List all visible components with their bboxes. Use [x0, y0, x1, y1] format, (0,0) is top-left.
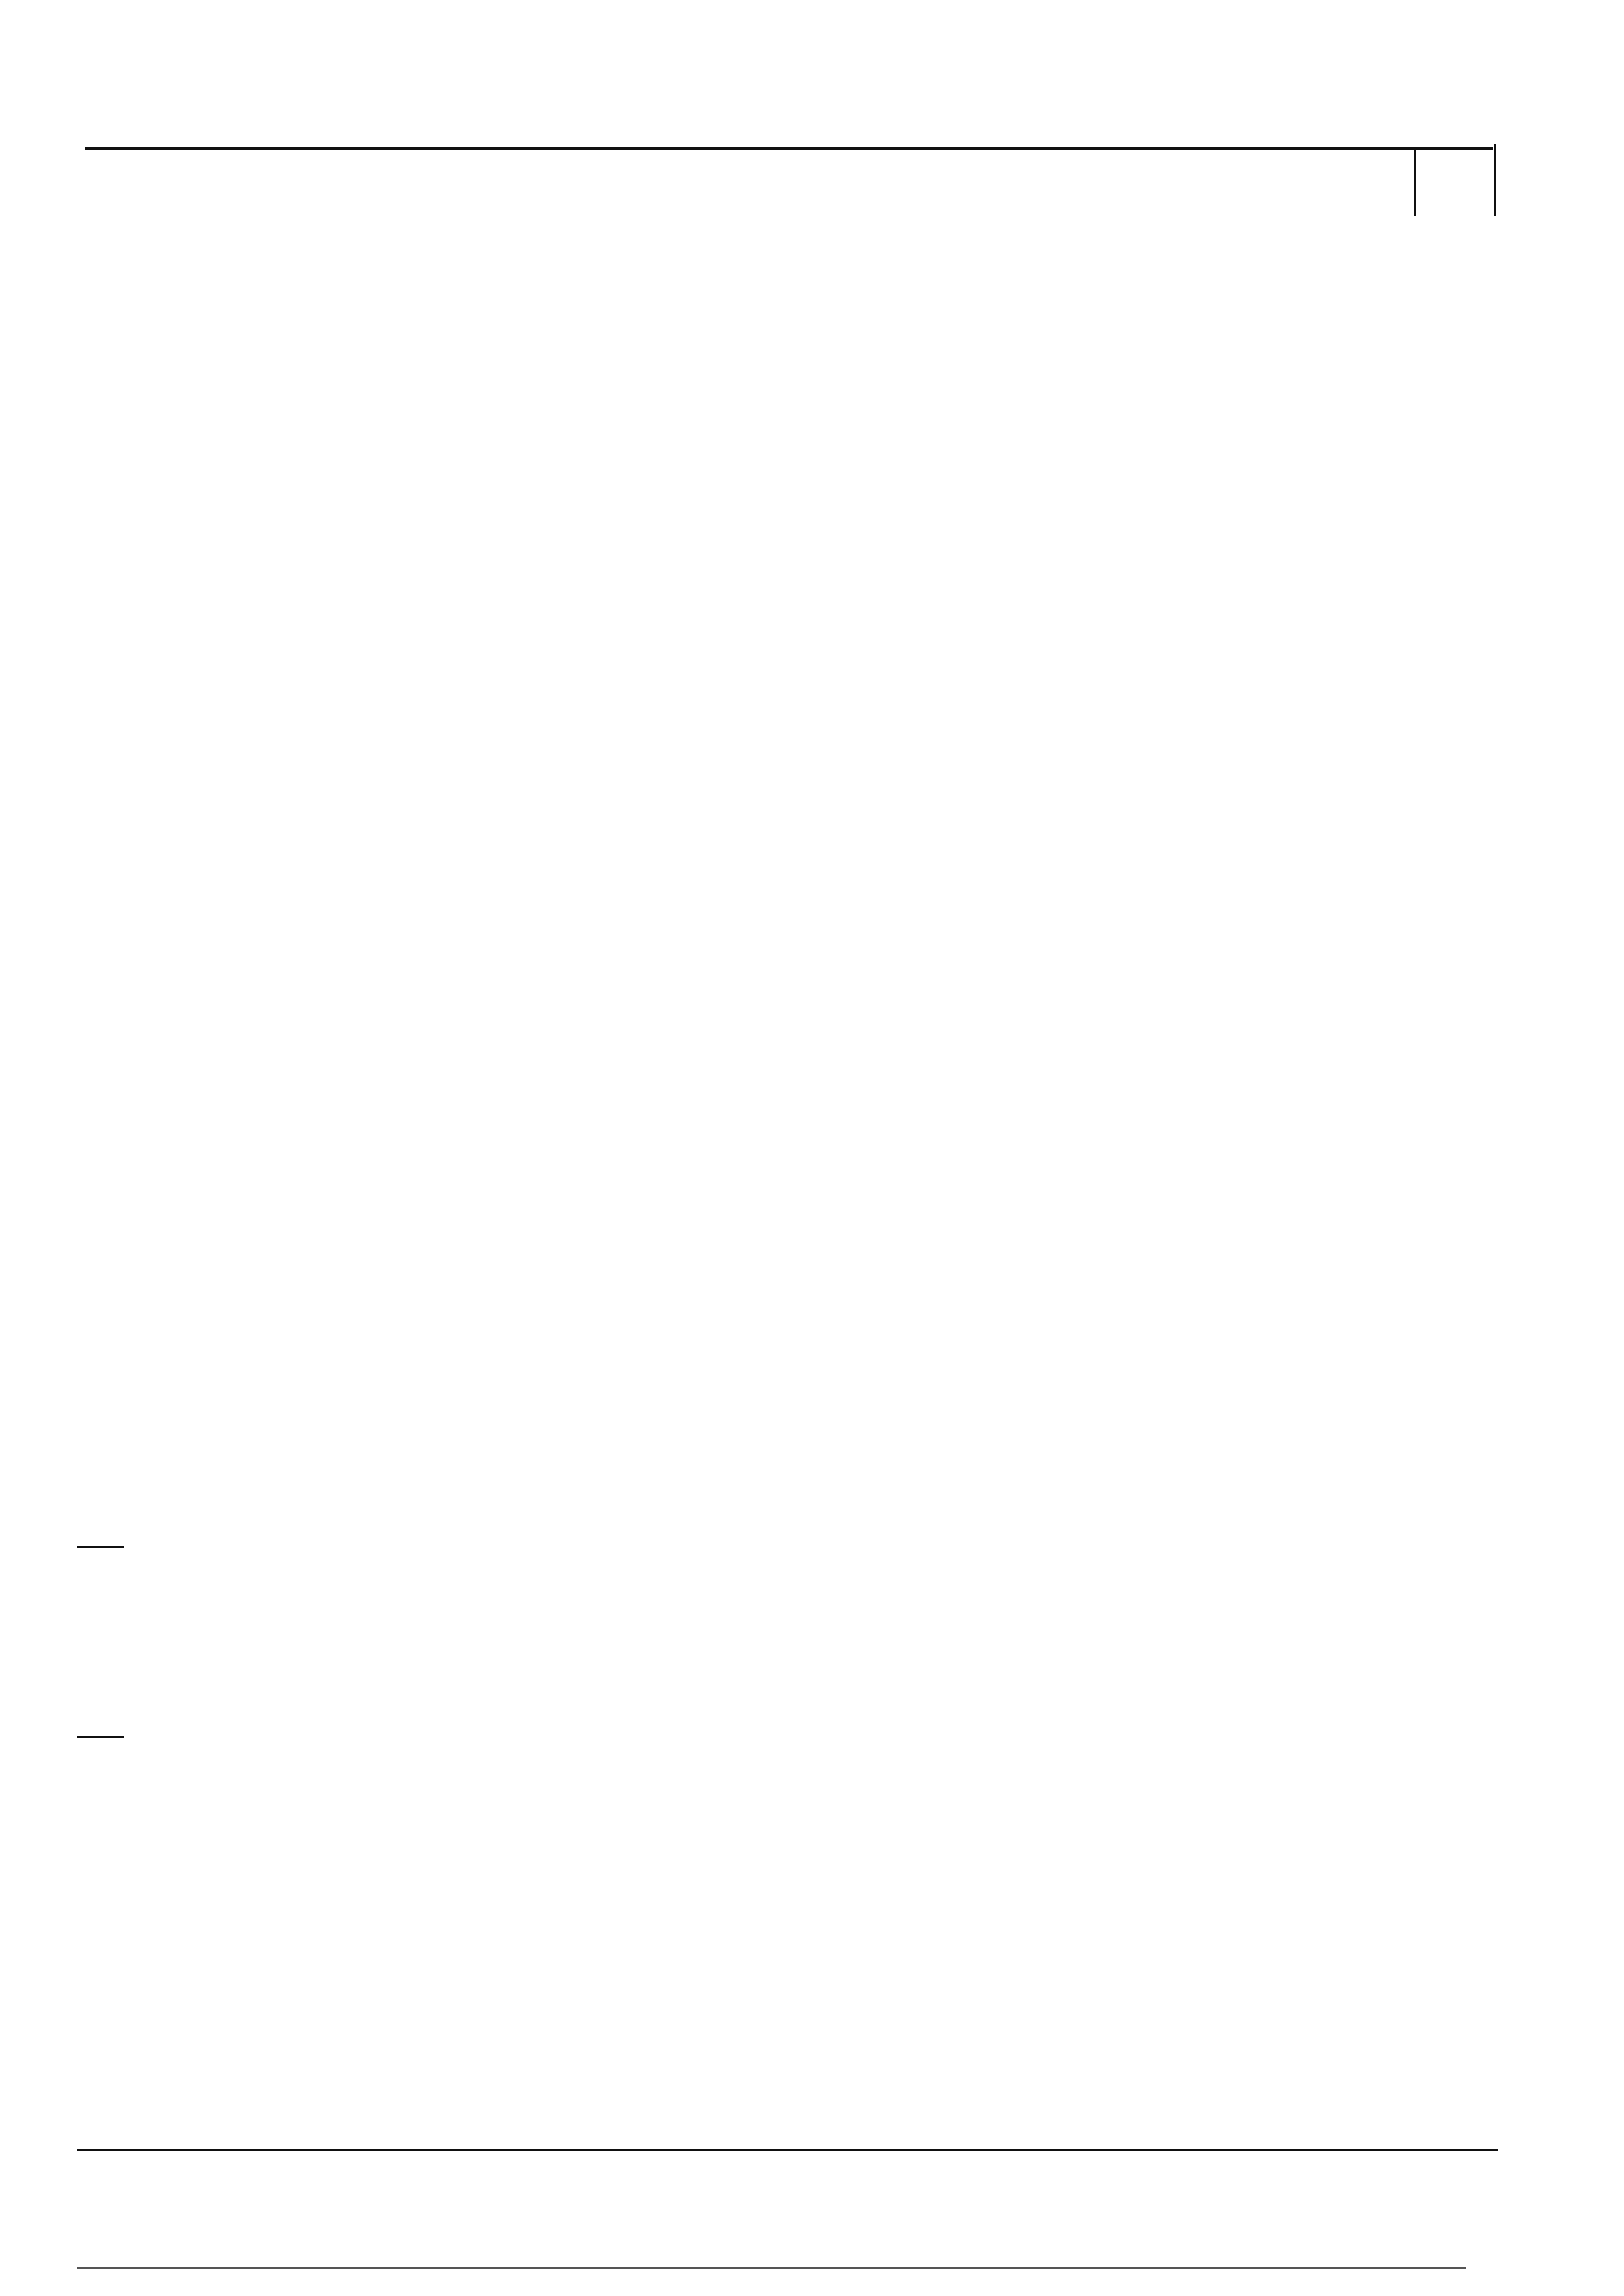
sheets-label: [1320, 1990, 1470, 2023]
sheets-value: [1320, 2024, 1470, 2057]
stage-label: [1107, 1990, 1211, 2023]
name-header-line2: [177, 285, 786, 331]
margin-mark-2: [77, 1736, 124, 1738]
quantity-header: [1105, 223, 1471, 288]
code-header: [794, 223, 1105, 288]
top-rule: [85, 147, 1493, 150]
page-box-left: [1414, 147, 1416, 216]
stage-value: [1113, 2024, 1205, 2057]
sheet-label: [1211, 1990, 1320, 2023]
sheet-value: [1211, 2024, 1320, 2057]
qty-total-header: [1322, 291, 1471, 357]
margin-mark-1: [77, 1546, 124, 1548]
page-box-right: [1494, 144, 1496, 216]
qty-type-header: [1105, 291, 1214, 357]
name-header-line1: [177, 236, 786, 282]
code-material-header: [794, 291, 1026, 357]
bottom-rule: [77, 2149, 1498, 2151]
code-unit-header: [1026, 288, 1105, 357]
row-no-header-box: [128, 221, 167, 362]
qty-ind-header: [1214, 291, 1322, 357]
format-rule: [77, 2267, 1466, 2269]
